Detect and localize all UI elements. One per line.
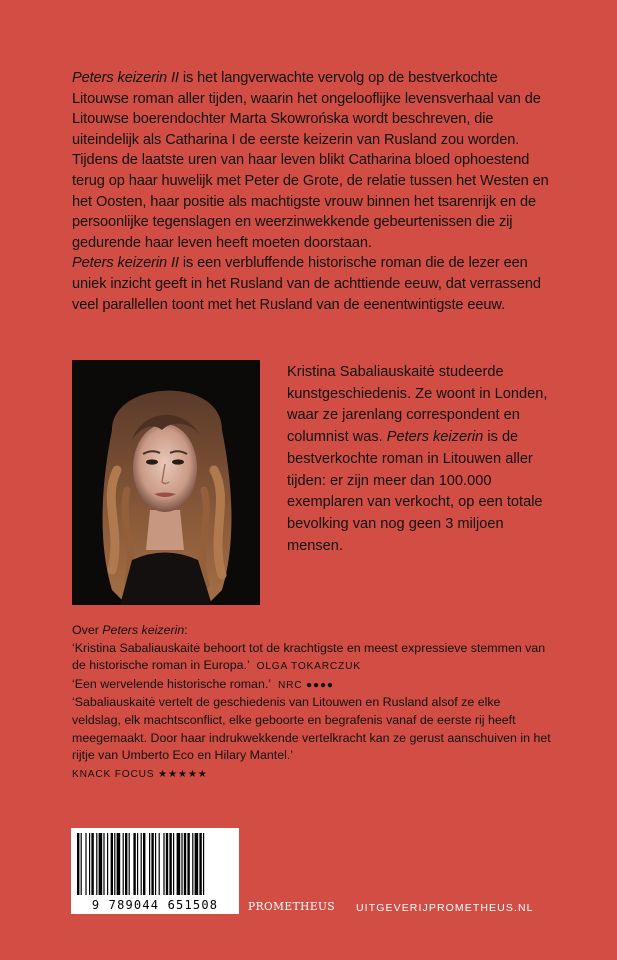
quote-item: ‘Kristina Sabaliauskaitė behoort tot de krachtigste en meest expressieve stemmen van de historische roman in Europa.’ OLGA TOKARCZUK [72, 640, 546, 673]
description-paragraph-1: Peters keizerin II is het langverwachte vervolg op de bestverkochte Litouwse roman aller tijden, waarin het ongelooflijke levensverhaal van de Litouwse boerendochter Marta Skowrońska wordt beschreven, die uiteindelijk als Catharina I de eerste keizerin van Rusland zou worden. Tijdens de laatste uren van haar leven blikt Catharina bloed ophoestend terug op haar huwelijk met Peter de Grote, de relatie tussen het Westen en het Oosten, haar positie als machtigste vrouw binnen het tsarenrijk en de persoonlijke tegenslagen en weerzinwekkende gebeurtenissen die zij gedurende haar leven heeft moeten doorstaan. [72, 70, 549, 251]
publisher-url[interactable]: UITGEVERIJPROMETHEUS.NL [356, 902, 534, 914]
quote-source: KNACK FOCUS ★★★★★ [72, 768, 208, 780]
quote-item: ‘Een wervelende historische roman.’ NRC ●●●● [72, 676, 334, 691]
author-portrait-image [72, 360, 260, 605]
book-description [72, 68, 552, 315]
book-title: Peters keizerin II [72, 70, 179, 86]
book-title: Peters keizerin II [72, 255, 179, 272]
publisher-logo: PROMETHEUS [248, 899, 336, 913]
quote-source: OLGA TOKARCZUK [256, 661, 361, 673]
quote-source: NRC ●●●● [277, 679, 334, 691]
quotes-heading: Over Peters keizerin: [72, 623, 188, 637]
review-quotes [72, 622, 552, 783]
barcode [71, 828, 239, 914]
isbn-number: 9 789044 651508 [91, 898, 219, 912]
book-title: Peters keizerin [386, 429, 484, 446]
quote-item: ‘Sabaliauskaitė vertelt de geschiedenis van Litouwen en Rusland alsof ze elke veldslag, elk machtsconflict, elke geboorte en begrafenis vanaf de eerste rij heeft meegemaakt. Door haar indrukwekkende vertelkracht kan ze gerust aanschuiven in het rijtje van Umberto Eco en Hilary Mantel.’ KNACK FOCUS ★★★★★ [72, 695, 551, 780]
author-photo [72, 360, 260, 605]
author-bio: Kristina Sabaliauskaitė studeerde kunstgeschiedenis. Ze woont in Londen, waar ze jarenlang correspondent en columnist was. Peters keizerin is de bestverkochte roman in Litouwen aller tijden: er zijn meer dan 100.000 exemplaren van verkocht, op een totale bevolking van nog geen 3 miljoen mensen. [287, 364, 548, 554]
description-paragraph-2: Peters keizerin II is een verbluffende historische roman die de lezer een uniek inzicht geeft in het Rusland van de achttiende eeuw, dat verrassend veel parallellen toont met het Rusland van de eenentwintigste eeuw. [72, 255, 541, 313]
